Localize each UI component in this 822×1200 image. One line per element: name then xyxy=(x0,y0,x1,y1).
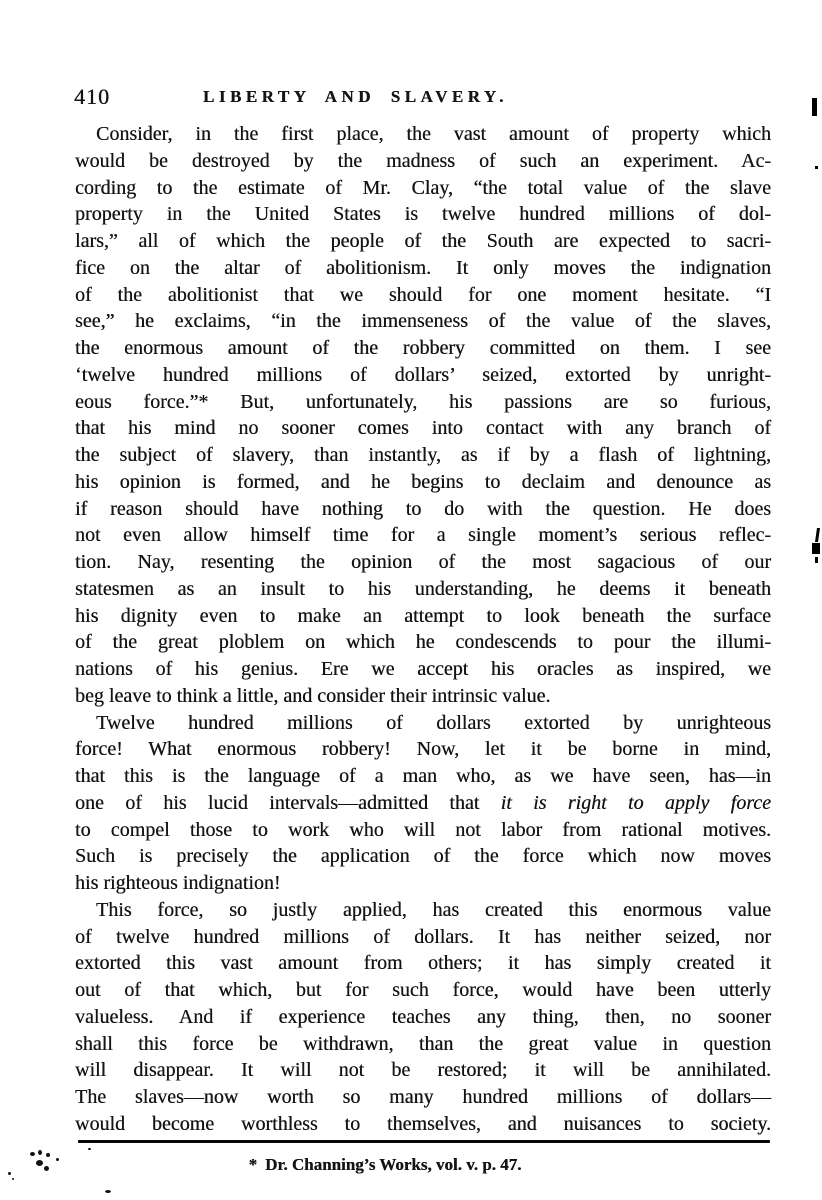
text-segment: force! What enormous robbery! Now, let it be borne in mind, xyxy=(75,738,771,761)
text-segment: ‘twelve hundred millions of dollars’ seized, extorted by unright- xyxy=(75,363,771,386)
text-segment: tion. Nay, resenting the opinion of the most sagacious of our xyxy=(75,551,771,573)
footnote-marker: * xyxy=(248,1155,258,1174)
scan-artifact xyxy=(105,1190,111,1193)
text-line xyxy=(75,950,771,977)
text-line xyxy=(75,870,771,897)
text-segment: nations of his genius. Ere we accept his oracles as inspired, we xyxy=(75,658,771,680)
text-segment: will disappear. It will not be restored; it will be annihilated. xyxy=(75,1059,771,1082)
text-segment: the subject of slavery, than instantly, as if by a flash of lightning, xyxy=(75,444,771,466)
text-segment: lars,” all of which the people of the South are expected to sacri- xyxy=(75,230,771,252)
text-line xyxy=(75,603,771,630)
text-line xyxy=(75,148,771,175)
text-line xyxy=(75,175,771,202)
text-line xyxy=(75,255,771,282)
text-segment: out of that which, but for such force, would have been utterly xyxy=(75,979,771,1001)
text-segment: Consider, in the first place, the vast amount of property which xyxy=(96,123,771,145)
scan-artifact xyxy=(815,528,820,542)
footnote xyxy=(37,1155,733,1175)
text-line xyxy=(75,843,771,870)
text-segment: one of his lucid intervals—admitted that xyxy=(75,791,501,814)
text-line xyxy=(75,335,771,362)
text-line xyxy=(75,442,771,469)
text-line xyxy=(75,549,771,576)
text-line xyxy=(75,362,771,389)
text-line xyxy=(75,736,771,763)
text-segment: beg leave to think a little, and consider their intrinsic value. xyxy=(75,684,551,707)
text-segment: Twelve hundred millions of dollars extorted by unrighteous xyxy=(96,711,771,734)
text-line xyxy=(75,656,771,683)
text-segment: cording to the estimate of Mr. Clay, “the total value of the slave xyxy=(75,176,771,199)
text-line xyxy=(75,282,771,309)
text-segment: valueless. And if experience teaches any thing, then, no sooner xyxy=(75,1005,771,1028)
scan-artifact xyxy=(38,1150,42,1155)
text-line xyxy=(75,308,771,335)
page-number: 410 xyxy=(74,84,110,109)
text-line xyxy=(75,897,771,924)
text-line xyxy=(75,576,771,603)
text-segment: not even allow himself time for a single moment’s serious reflec- xyxy=(75,524,771,547)
text-line xyxy=(75,790,771,817)
text-segment: would be destroyed by the madness of such an experiment. Ac- xyxy=(75,149,771,172)
footnote-rule xyxy=(78,1140,770,1143)
scan-artifact xyxy=(815,557,818,563)
text-line xyxy=(75,683,771,710)
running-head xyxy=(0,84,822,114)
text-segment: see,” he exclaims, “in the immenseness of the value of the slaves, xyxy=(75,310,771,333)
scan-artifact xyxy=(812,543,820,554)
text-segment: of twelve hundred millions of dollars. It has neither seized, nor xyxy=(75,925,771,948)
text-segment: Such is precisely the application of the force which now moves xyxy=(75,845,771,868)
text-segment: the enormous amount of the robbery committed on them. I see xyxy=(75,337,771,359)
text-segment: fice on the altar of abolitionism. It only moves the indignation xyxy=(75,256,771,279)
text-segment: his dignity even to make an attempt to look beneath the surface xyxy=(75,604,771,627)
text-segment: his opinion is formed, and he begins to declaim and denounce as xyxy=(75,470,771,493)
text-line xyxy=(75,415,771,442)
text-segment: shall this force be withdrawn, than the great value in question xyxy=(75,1032,771,1055)
text-segment: of the abolitionist that we should for one moment hesitate. “I xyxy=(75,283,771,306)
text-segment: that his mind no sooner comes into contact with any branch of xyxy=(75,417,771,440)
text-line xyxy=(75,1031,771,1058)
scan-artifact xyxy=(44,1166,49,1171)
text-line xyxy=(75,121,771,148)
text-line xyxy=(75,977,771,1004)
text-line xyxy=(75,1084,771,1111)
scan-artifact xyxy=(88,1148,91,1150)
scan-artifact xyxy=(815,166,818,169)
running-title: LIBERTY AND SLAVERY. xyxy=(203,87,508,106)
text-segment: to compel those to work who will not labor from rational motives. xyxy=(75,818,771,841)
text-line xyxy=(75,469,771,496)
text-line xyxy=(75,763,771,790)
text-line xyxy=(75,496,771,523)
scan-artifact xyxy=(30,1152,35,1156)
text-segment: property in the United States is twelve hundred millions of dol- xyxy=(75,203,771,226)
scan-artifact xyxy=(812,98,817,116)
text-segment: his righteous indignation! xyxy=(75,872,281,894)
text-line xyxy=(75,1004,771,1031)
text-segment: extorted this vast amount from others; it has simply created it xyxy=(75,952,771,975)
page-body xyxy=(75,121,771,1138)
emphasized-text: it is right to apply force xyxy=(500,791,771,814)
text-line xyxy=(75,201,771,228)
footnote-text: Dr. Channing’s Works, vol. v. p. 47. xyxy=(265,1155,522,1174)
text-line xyxy=(75,924,771,951)
scan-artifact xyxy=(46,1153,50,1157)
text-segment: eous force.”* But, unfortunately, his passions are so furious, xyxy=(75,390,771,413)
text-line xyxy=(75,389,771,416)
scan-artifact xyxy=(8,1172,11,1175)
text-segment: statesmen as an insult to his understanding, he deems it beneath xyxy=(75,577,771,600)
scan-artifact xyxy=(36,1160,43,1166)
text-segment: This force, so justly applied, has created this enormous value xyxy=(96,898,771,921)
text-line xyxy=(75,817,771,844)
text-line xyxy=(75,1111,771,1138)
text-line xyxy=(75,228,771,255)
text-line xyxy=(75,710,771,737)
text-segment: The slaves—now worth so many hundred millions of dollars— xyxy=(75,1086,771,1108)
text-segment: would become worthless to themselves, and nuisances to society. xyxy=(75,1112,771,1135)
text-line xyxy=(75,629,771,656)
scan-artifact xyxy=(56,1158,59,1161)
text-segment: of the great ploblem on which he condescends to pour the illumi- xyxy=(75,631,771,654)
text-line xyxy=(75,1057,771,1084)
scan-artifact xyxy=(12,1178,14,1180)
text-line xyxy=(75,522,771,549)
text-segment: that this is the language of a man who, as we have seen, has—in xyxy=(75,765,771,787)
text-segment: if reason should have nothing to do with the question. He does xyxy=(75,497,771,520)
